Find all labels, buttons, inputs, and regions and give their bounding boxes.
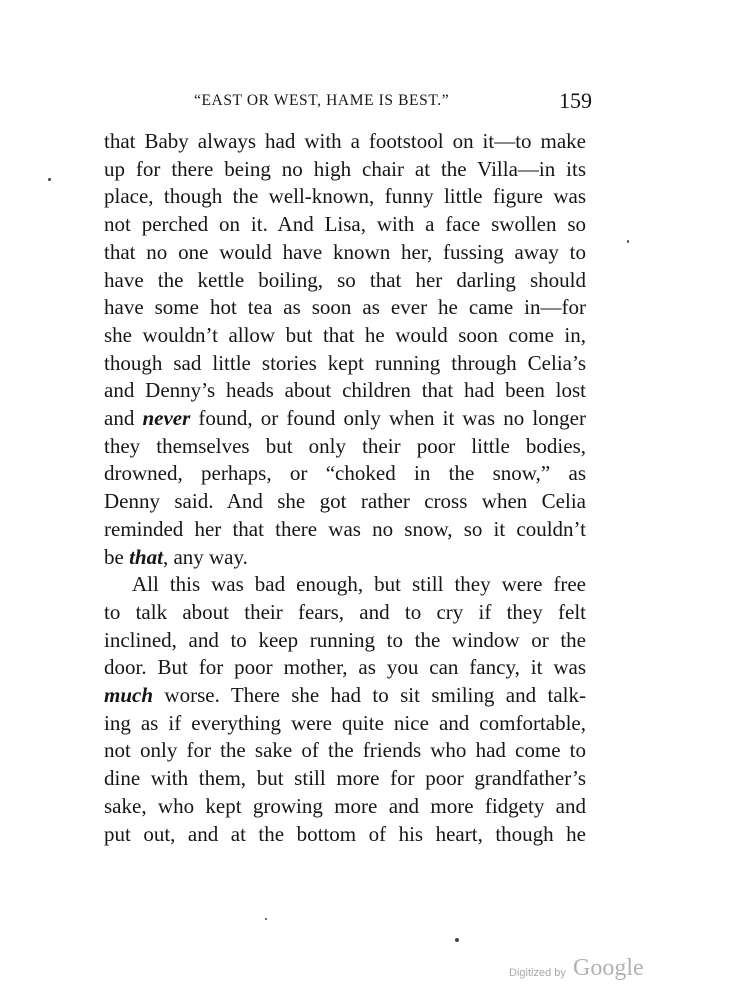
text-line: have the kettle boiling, so that her darling should [104,267,586,292]
scan-speck [627,240,629,243]
text-line: have some hot tea as soon as ever he came in—for [104,295,586,320]
text-line: she wouldn’t allow but that he would soon come in, [104,322,586,347]
google-logo: Google [573,955,644,981]
running-header [104,88,596,118]
text-line: and never found, or found only when it was no longer [104,406,586,431]
text-line: up for there being no high chair at the Villa—in its [104,156,586,181]
scan-speck [455,938,459,942]
body-text [104,128,586,848]
text-line: Denny said. And she got rather cross when Celia [104,489,586,514]
page-number: 159 [559,88,592,113]
emphasis-that: that [129,544,163,569]
text-line: put out, and at the bottom of his heart, though he [104,821,586,846]
text-line: dine with them, but still more for poor grandfather’s [104,766,586,791]
paragraph-2 [104,571,586,848]
text-line: inclined, and to keep running to the window or the [104,627,586,652]
paragraph-1 [104,128,586,571]
text-line: that no one would have known her, fussing away to [104,239,586,264]
text-line: not only for the sake of the friends who had come to [104,738,586,763]
scan-speck [265,918,267,920]
text-line: much worse. There she had to sit smiling and talk- [104,683,586,708]
text-line: ing as if everything were quite nice and comfortable, [104,710,586,735]
text-line: they themselves but only their poor little bodies, [104,433,586,458]
text-line: place, though the well-known, funny little figure was [104,184,586,209]
text-line: and Denny’s heads about children that had been lost [104,378,586,403]
emphasis-much: much [104,683,154,708]
emphasis-never: never [142,406,191,431]
watermark-prefix: Digitized by [509,967,566,979]
text-line: reminded her that there was no snow, so it couldn’t [104,516,586,541]
text-line: drowned, perhaps, or “choked in the snow,” as [104,461,586,486]
text-line: be that, any way. [104,544,248,569]
text-line: though sad little stories kept running through Celia’s [104,350,586,375]
text-line: not perched on it. And Lisa, with a face swollen so [104,212,586,237]
digitized-by-google-watermark [509,955,659,987]
scan-speck [48,178,51,181]
text-line: sake, who kept growing more and more fidgety and [104,793,586,818]
text-line: All this was bad enough, but still they were free [132,572,586,597]
text-line: that Baby always had with a footstool on it—to make [104,129,586,153]
text-line: door. But for poor mother, as you can fancy, it was [104,655,586,680]
running-head: “EAST OR WEST, HAME IS BEST.” [194,92,450,109]
text-line: to talk about their fears, and to cry if they felt [104,599,586,624]
